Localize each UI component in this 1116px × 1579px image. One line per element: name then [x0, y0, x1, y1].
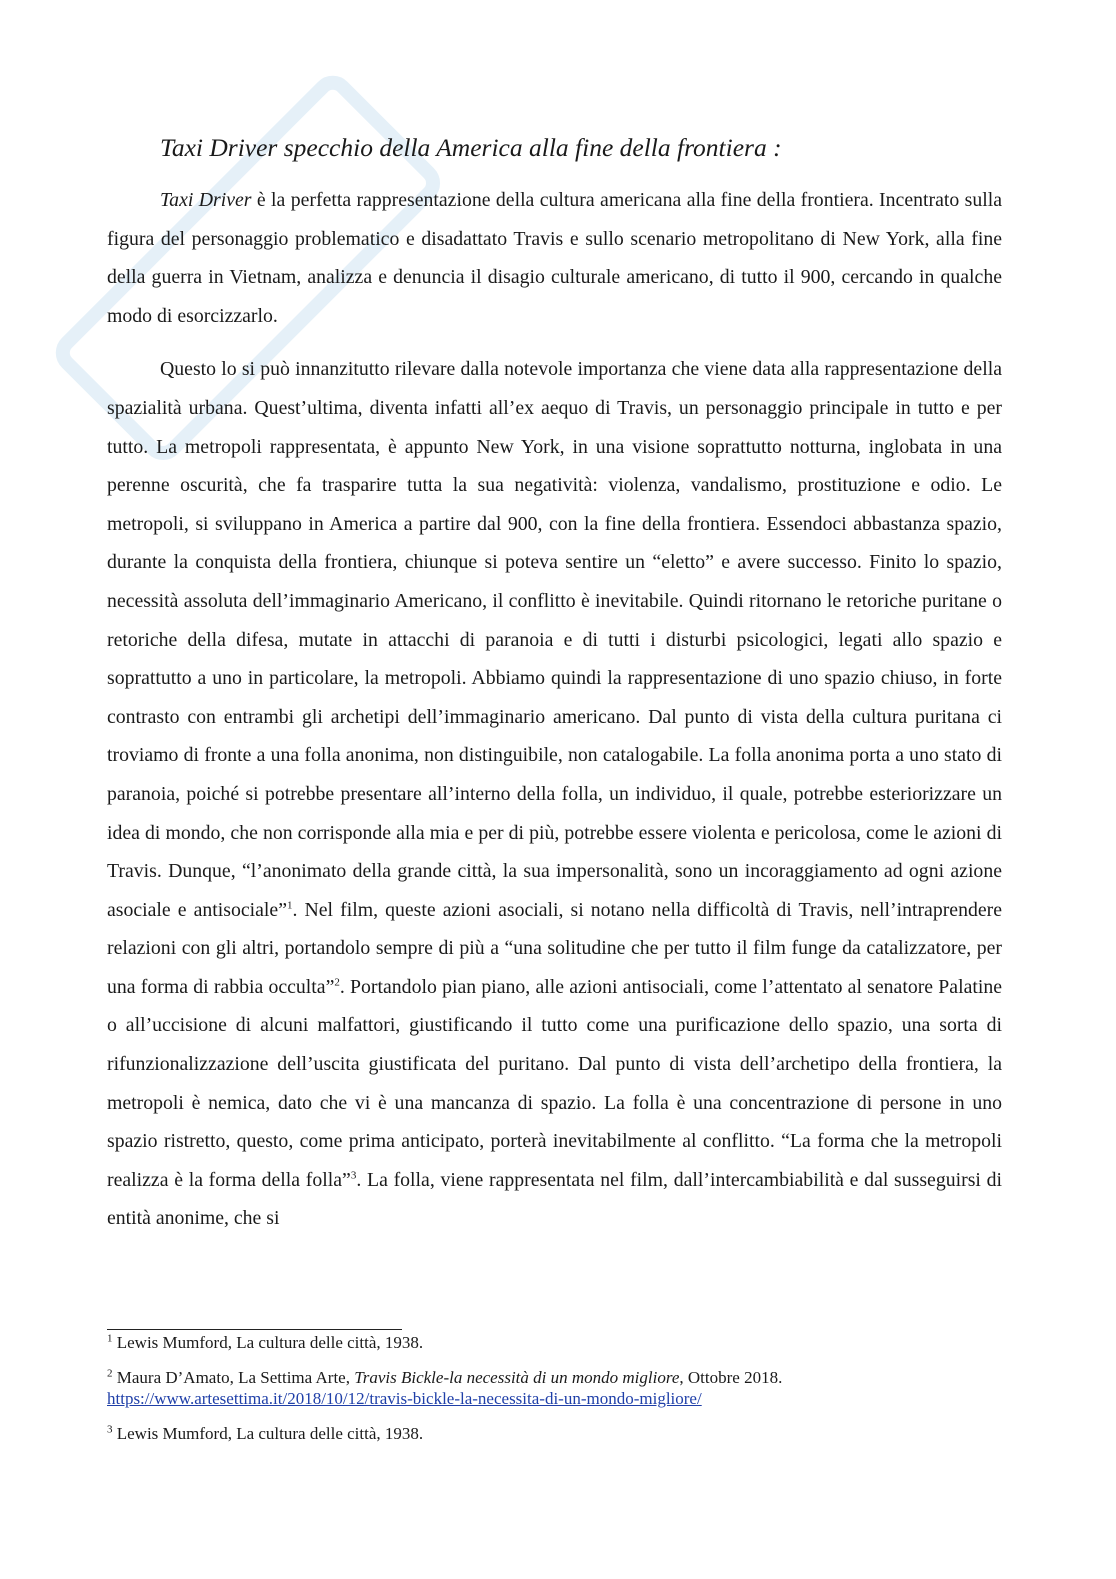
- footnote-2-text-post: , Ottobre 2018.: [679, 1368, 783, 1387]
- footnote-separator: [107, 1329, 402, 1330]
- paragraph-2-part-1: Questo lo si può innanzitutto rilevare dalla notevole importanza che viene data alla rappresentazione della spazialità urbana. Quest’ultima, diventa infatti all’ex aequo di Travis, un personaggio principale in tutto e per tutto. La metropoli rappresentata, è appunto New York, in una visione soprattutto notturna, inglobata in una perenne oscurità, che fa trasparire tutta la sua negatività: violenza, vandalismo, prostituzione e odio. Le metropoli, si sviluppano in America a partire dal 900, con la fine della frontiera. Essendoci abbastanza spazio, durante la conquista della frontiera, chiunque si poteva sentire un “eletto” e avere successo. Finito lo spazio, necessità assoluta dell’immaginario Americano, il conflitto è inevitabile. Quindi ritornano le retoriche puritane o retoriche della difesa, mutate in attacchi di paranoia e di tutti i disturbi psicologici, legati allo spazio e soprattutto a uno in particolare, la metropoli. Abbiamo quindi la rappresentazione di uno spazio chiuso, in forte contrasto con entrambi gli archetipi dell’immaginario americano. Dal punto di vista della cultura puritana ci troviamo di fronte a una folla anonima, non distinguibile, non catalogabile. La folla anonima porta a uno stato di paranoia, poiché si potrebbe presentare all’interno della folla, un individuo, il quale, potrebbe esteriorizzare un idea di mondo, che non corrisponde alla mia e per di più, potrebbe essere violenta e pericolosa, come le azioni di Travis. Dunque, “l’anonimato della grande città, la sua impersonalità, sono un incoraggiamento ad ogni azione asociale e antisociale”: [107, 358, 1002, 921]
- footnote-2-text-pre: Maura D’Amato, La Settima Arte,: [112, 1368, 355, 1387]
- footnote-ref-2[interactable]: 2: [334, 976, 340, 989]
- document-title: Taxi Driver specchio della America alla fine della frontiera :: [160, 133, 782, 162]
- footnote-ref-3[interactable]: 3: [350, 1169, 357, 1182]
- footnote-1: [107, 1332, 1002, 1353]
- footnote-1-number: 1: [107, 1332, 113, 1345]
- paragraph-2-part-2: . Nel film, queste azioni asociali, si notano nella difficoltà di Travis, nell’intraprendere relazioni con gli altri, portandolo sempre di più a “una solitudine che per tutto il film funge da catalizzatore, per una forma di rabbia occulta”: [107, 898, 1003, 998]
- footnote-ref-1[interactable]: 1: [286, 899, 293, 912]
- footnote-2-link[interactable]: https://www.artesettima.it/2018/10/12/travis-bickle-la-necessita-di-un-mondo-migliore/: [107, 1389, 702, 1408]
- paragraph-2-part-3: . Portandolo pian piano, alle azioni antisociali, come l’attentato al senatore Palatine o all’uccisione di alcuni malfattori, giustificando il tutto come una purificazione dello spazio, una sorta di rifunzionalizzazione dell’uscita giustificata del puritano. Dal punto di vista dell’archetipo della frontiera, la metropoli è nemica, dato che vi è una mancanza di spazio. La folla è una concentrazione di persone in uno spazio ristretto, questo, come prima anticipato, porterà inevitabilmente al conflitto. “La forma che la metropoli realizza è la forma della folla”: [107, 975, 1003, 1191]
- footnote-2-article-title: Travis Bickle-la necessità di un mondo migliore: [354, 1368, 680, 1387]
- footnote-2: [107, 1367, 1002, 1409]
- footnote-3-text: Lewis Mumford, La cultura delle città, 1938.: [112, 1424, 424, 1443]
- paragraph-2: [107, 350, 1002, 1238]
- paragraph-2-part-4: . La folla, viene rappresentata nel film, dall’intercambiabilità e dal susseguirsi di entità anonime, che si: [107, 1168, 1002, 1230]
- paragraph-1: [107, 181, 1002, 335]
- footnote-3-number: 3: [107, 1423, 113, 1436]
- footnotes-section: [107, 1329, 1002, 1458]
- footnote-2-number: 2: [107, 1367, 113, 1380]
- footnote-3: [107, 1423, 1002, 1444]
- footnote-1-text: Lewis Mumford, La cultura delle città, 1938.: [112, 1333, 424, 1352]
- film-title-italic: Taxi Driver: [160, 189, 252, 211]
- paragraph-1-text: è la perfetta rappresentazione della cultura americana alla fine della frontiera. Incentrato sulla figura del personaggio problematico e disadattato Travis e sullo scenario metropolitano di New York, alla fine della guerra in Vietnam, analizza e denuncia il disagio culturale americano, di tutto il 900, cercando in qualche modo di esorcizzarlo.: [107, 189, 1002, 327]
- document-body: [107, 128, 1002, 1238]
